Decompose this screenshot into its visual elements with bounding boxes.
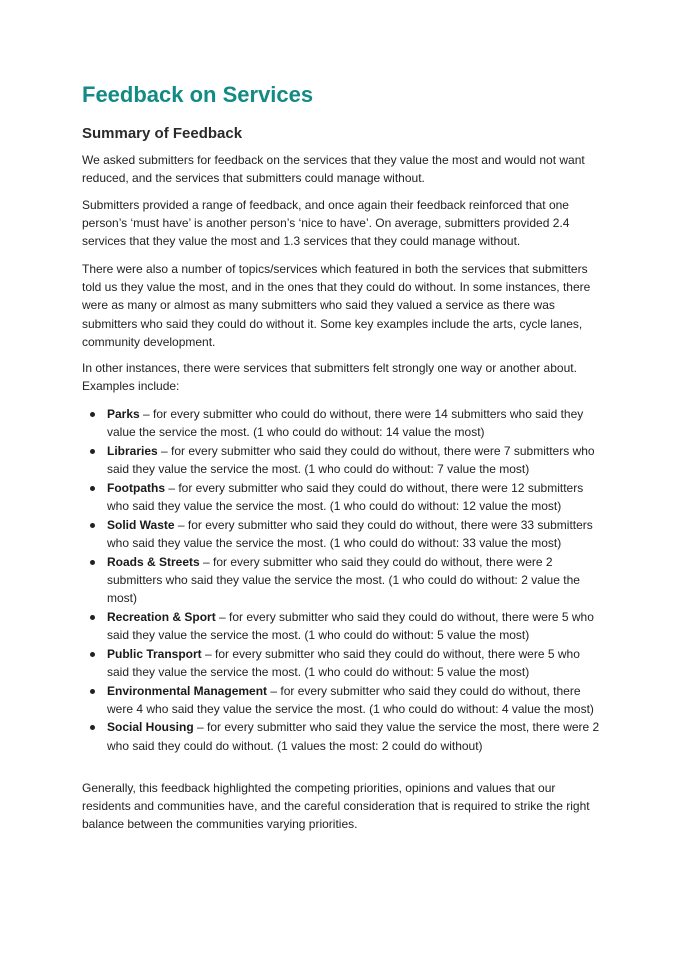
service-name: Recreation & Sport: [107, 609, 216, 624]
service-description: – for every submitter who said they could do without, there were 5 who said they value the service the most. (1 who could do without: 5 value the most): [107, 609, 594, 642]
service-description: – for every submitter who said they value the service the most, there were 2 who said they could do without. (1 values the most: 2 could do without): [107, 720, 600, 753]
bullet-icon: [90, 523, 95, 528]
service-name: Footpaths: [107, 480, 165, 495]
list-item: [82, 645, 602, 681]
bullet-icon: [90, 689, 95, 694]
bullet-icon: [90, 486, 95, 491]
bullet-icon: [90, 412, 95, 417]
list-item: [82, 479, 602, 515]
examples-list: [82, 405, 602, 755]
service-description: – for every submitter who said they could do without, there were 12 submitters who said they value the service the most. (1 who could do without: 12 value the most): [107, 480, 584, 514]
list-item: [82, 553, 602, 608]
service-name: Roads & Streets: [107, 554, 200, 569]
service-name: Social Housing: [107, 720, 194, 735]
service-name: Libraries: [107, 443, 158, 458]
service-name: Solid Waste: [107, 517, 175, 532]
list-item: [82, 718, 602, 754]
service-description: – for every submitter who could do without, there were 14 submitters who said they value the service the most. (1 who could do without: 14 value the most): [107, 407, 584, 440]
service-name: Public Transport: [107, 646, 202, 661]
list-item: [82, 682, 602, 718]
page-title: Feedback on Services: [82, 82, 314, 107]
section-heading: Summary of Feedback: [82, 125, 243, 142]
bullet-icon: [90, 449, 95, 454]
conclusion-paragraph: Generally, this feedback highlighted the competing priorities, opinions and values that our residents and communities have, and the careful consideration that is required to strike the right balance between the communities varying priorities.: [82, 781, 590, 832]
bullet-icon: [90, 652, 95, 657]
bullet-icon: [90, 560, 95, 565]
service-description: – for every submitter who said they could do without, there were 33 submitters who said they value the service the most. (1 who could do without: 33 value the most): [107, 517, 593, 550]
service-description: – for every submitter who said they could do without, there were 4 who said they value the service the most. (1 who could do without: 4 value the most): [107, 683, 594, 716]
service-description: – for every submitter who said they could do without, there were 5 who said they value the service the most. (1 who could do without: 5 value the most): [107, 646, 580, 679]
service-name: Parks: [107, 407, 140, 421]
intro-paragraph: We asked submitters for feedback on the services that they value the most and would not want reduced, and the services that submitters could manage without.: [82, 153, 585, 186]
list-item: [82, 608, 602, 644]
bullet-icon: [90, 725, 95, 730]
service-description: – for every submitter who said they could do without, there were 2 submitters who said they value the service the most. (1 who could do without: 2 value the most): [107, 554, 580, 606]
examples-intro-paragraph: In other instances, there were services that submitters felt strongly one way or another about. Examples include:: [82, 361, 577, 394]
topics-paragraph: There were also a number of topics/services which featured in both the services that submitters told us they value the most, and in the ones that they could do without. In some instances, there were as many or almost as many submitters who said they valued a service as there was submitters who said they could do without it. Some key examples include the arts, cycle lanes, community development.: [82, 262, 591, 349]
list-item: [82, 516, 602, 552]
list-item: [82, 442, 602, 478]
list-item: [82, 405, 602, 441]
range-paragraph: Submitters provided a range of feedback, and once again their feedback reinforced that one person’s ‘must have’ is another person’s ‘nice to have’. On average, submitters provided 2.4 services that they value the most and 1.3 services that they could manage without.: [82, 198, 570, 249]
service-name: Environmental Management: [107, 683, 268, 698]
service-description: – for every submitter who said they could do without, there were 7 submitters who said they value the service the most. (1 who could do without: 7 value the most): [107, 443, 595, 477]
bullet-icon: [90, 615, 95, 620]
